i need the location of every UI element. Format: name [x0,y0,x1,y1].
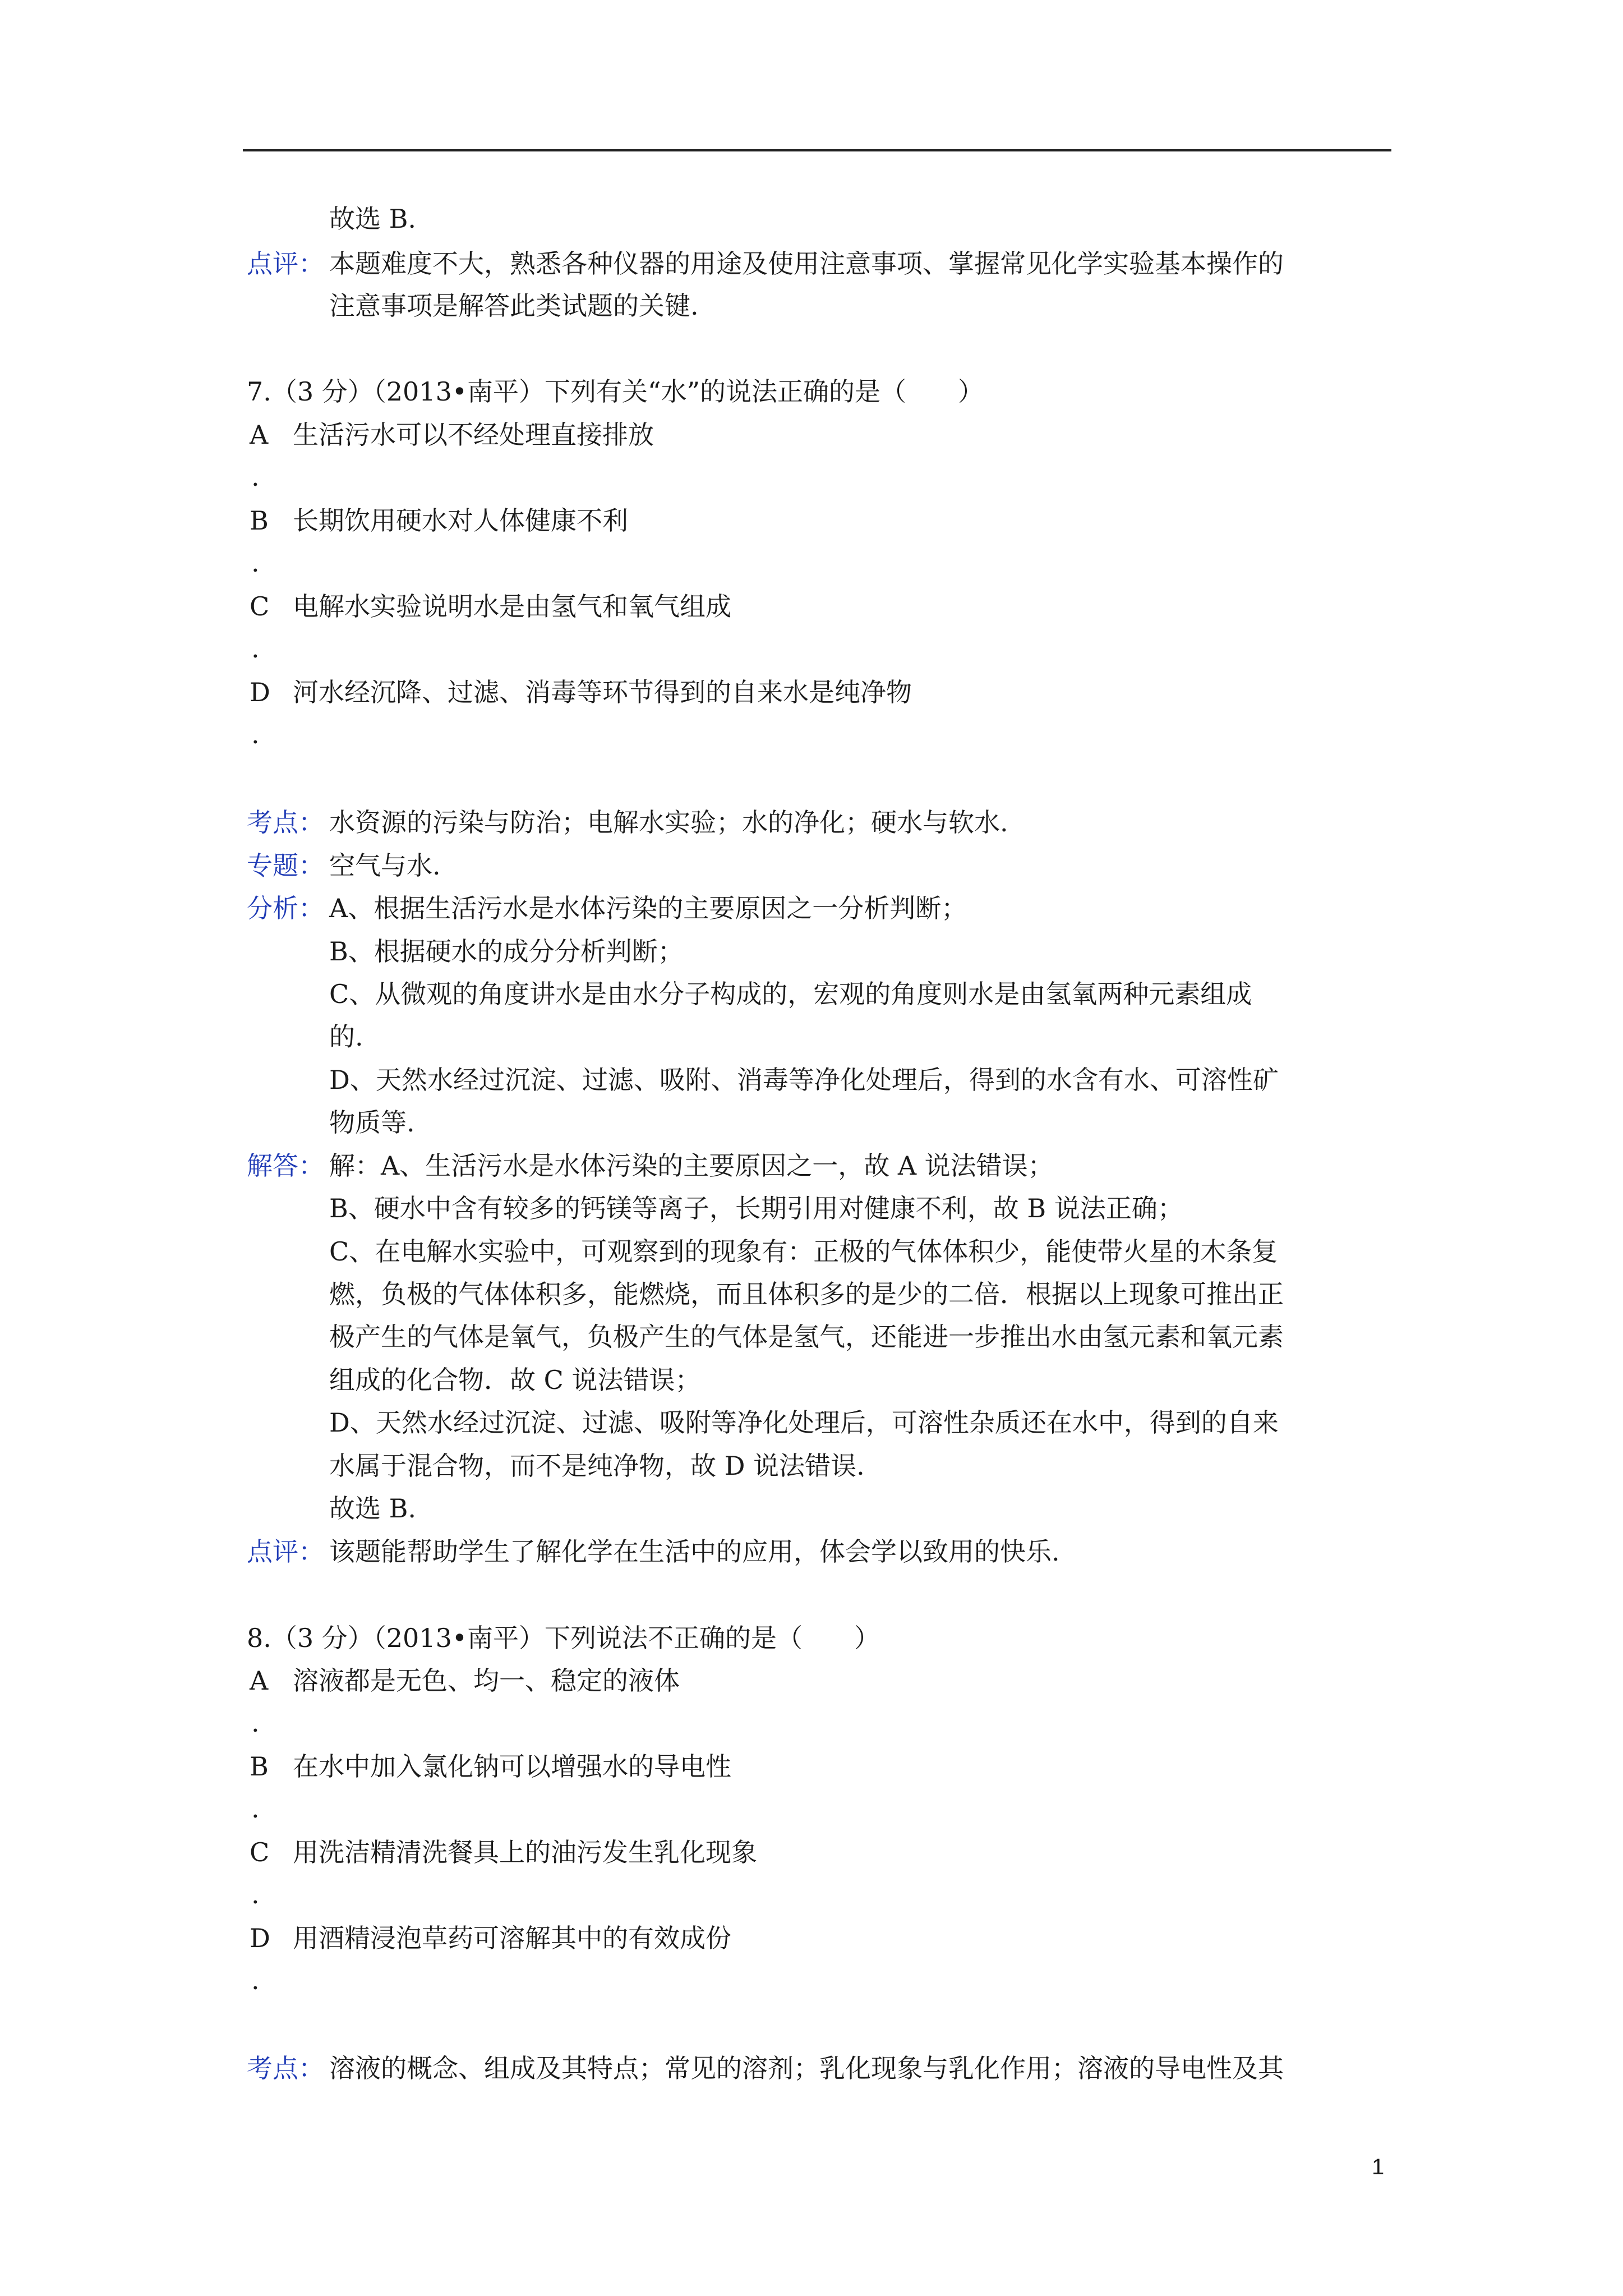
q8-option-c-text: 用洗洁精清洗餐具上的油污发生乳化现象 [293,1837,757,1867]
q7-option-d-text: 河水经沉降、过滤、消毒等环节得到的自来水是纯净物 [293,677,912,707]
q7-fenxi-line: B、根据硬水的成分分析判断； [329,936,684,967]
q7-option-c-text: 电解水实验说明水是由氢气和氧气组成 [293,591,731,622]
prev-comment-line-2: 注意事项是解答此类试题的关键. [329,291,699,321]
q7-fenxi-line: 物质等. [329,1107,415,1138]
q7-kaodian: 水资源的污染与防治；电解水实验；水的净化；硬水与软水. [329,807,1008,838]
q8-option-a-text: 溶液都是无色、均一、稳定的液体 [293,1665,680,1696]
q8-kaodian: 溶液的概念、组成及其特点；常见的溶剂；乳化现象与乳化作用；溶液的导电性及其 [329,2053,1284,2083]
q7-jieda-line: 故选 B. [329,1493,417,1524]
q8-kaodian-label: 考点： [247,2053,324,2083]
prev-comment-label: 点评： [247,249,324,279]
q8-option-c-letter: C [250,1837,270,1867]
q7-fenxi-label: 分析： [247,893,324,923]
q7-dianping: 该题能帮助学生了解化学在生活中的应用，体会学以致用的快乐. [329,1536,1060,1567]
q8-option-b-dot: . [251,1793,260,1824]
q8-option-a-dot: . [251,1708,260,1738]
q7-option-a-dot: . [251,462,260,492]
q7-jieda-line: C、在电解水实验中，可观察到的现象有：正极的气体体积少，能使带火星的木条复 [329,1236,1278,1267]
q7-option-c-dot: . [251,633,260,664]
q7-option-d-letter: D [250,677,270,707]
q7-jieda-line: B、硬水中含有较多的钙镁等离子，长期引用对健康不利，故 B 说法正确； [329,1193,1183,1223]
q7-option-d-dot: . [251,719,260,749]
q7-stem: 7.（3 分）（2013•南平）下列有关“水”的说法正确的是（ ） [247,376,984,407]
header-rule [243,149,1391,151]
prev-comment-line-1: 本题难度不大，熟悉各种仪器的用途及使用注意事项、掌握常见化学实验基本操作的 [329,249,1284,279]
q8-stem: 8.（3 分）（2013•南平）下列说法不正确的是（ ） [247,1623,880,1653]
prev-conclusion: 故选 B. [329,204,417,234]
q7-jieda-line: 极产生的气体是氧气，负极产生的气体是氢气，还能进一步推出水由氢元素和氧元素 [329,1322,1284,1352]
q7-fenxi-line: C、从微观的角度讲水是由水分子构成的，宏观的角度则水是由氢氧两种元素组成 [329,979,1252,1009]
q7-jieda-line: 组成的化合物．故 C 说法错误； [329,1365,701,1395]
q7-zhuanti: 空气与水. [329,850,441,881]
q8-option-a-letter: A [250,1665,269,1696]
q7-option-b-letter: B [250,505,269,536]
q7-jieda-line: D、天然水经过沉淀、过滤、吸附等净化处理后，可溶性杂质还在水中，得到的自来 [329,1407,1279,1438]
q7-kaodian-label: 考点： [247,807,324,838]
q7-zhuanti-label: 专题： [247,850,324,881]
page-number: 1 [1372,2155,1385,2179]
q8-option-d-letter: D [250,1923,270,1953]
q8-option-b-letter: B [250,1751,269,1782]
q7-fenxi-line: A、根据生活污水是水体污染的主要原因之一分析判断； [329,893,967,923]
q7-jieda-line: 解：A、生活污水是水体污染的主要原因之一，故 A 说法错误； [329,1151,1054,1181]
q7-fenxi-line: D、天然水经过沉淀、过滤、吸附、消毒等净化处理后，得到的水含有水、可溶性矿 [329,1065,1279,1095]
q8-option-d-dot: . [251,1965,260,1995]
q7-dianping-label: 点评： [247,1536,324,1567]
q8-option-d-text: 用酒精浸泡草药可溶解其中的有效成份 [293,1923,731,1953]
q7-option-b-dot: . [251,547,260,578]
q7-jieda-label: 解答： [247,1151,324,1181]
q8-option-c-dot: . [251,1879,260,1910]
q7-option-b-text: 长期饮用硬水对人体健康不利 [293,505,628,536]
q7-option-c-letter: C [250,591,270,622]
q7-option-a-text: 生活污水可以不经处理直接排放 [293,420,654,450]
q7-fenxi-line: 的. [329,1022,363,1052]
q7-option-a-letter: A [250,420,269,450]
q7-jieda-line: 燃，负极的气体体积多，能燃烧，而且体积多的是少的二倍．根据以上现象可推出正 [329,1279,1284,1309]
q8-option-b-text: 在水中加入氯化钠可以增强水的导电性 [293,1751,731,1782]
q7-jieda-line: 水属于混合物，而不是纯净物，故 D 说法错误. [329,1451,865,1481]
